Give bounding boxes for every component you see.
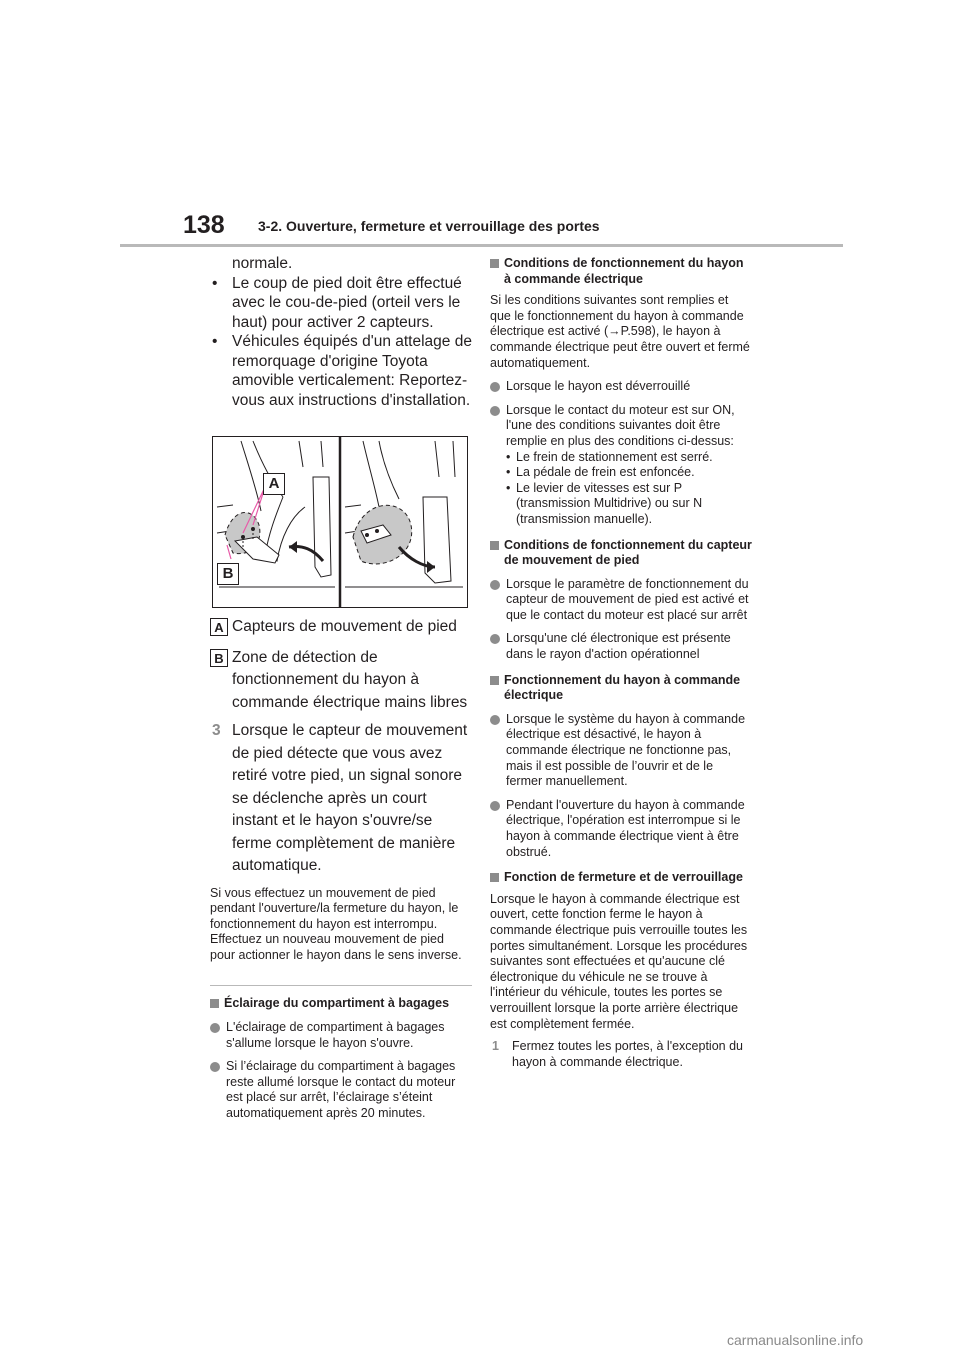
legend-key: A: [210, 618, 228, 636]
legend-key: B: [210, 649, 228, 667]
step-text: Lorsque le capteur de mouvement de pied détecte que vous avez retiré votre pied, un signal sonore se déclenche après un court instant et le hayon s'ouvre/se ferme complètement de manière automatique.: [232, 722, 468, 874]
section-square-icon: [490, 541, 499, 550]
section-heading-close-lock: [490, 870, 752, 886]
header-divider: [120, 244, 843, 247]
sub-item-text: Le frein de stationnement est serré.: [516, 449, 713, 464]
step-1: [490, 1038, 752, 1070]
step-number: 1: [492, 1039, 499, 1054]
figure-label-a: A: [263, 473, 285, 495]
page-number: 138: [183, 211, 225, 239]
list-item: [210, 332, 472, 410]
sub-item-text: La pédale de frein est enfoncée.: [516, 465, 695, 480]
list-item-text: Si l’éclairage du compartiment à bagages reste allumé lorsque le contact du moteur est placé sur arrêt, l’éclairage s’éteint automatiquement après 20 minutes.: [226, 1059, 456, 1121]
paragraph: Si les conditions suivantes sont remplies et que le fonctionnement du hayon à commande électrique est activé (→P.598), le hayon à commande électrique peut être ouvert et fermé automatiquement.: [490, 293, 750, 370]
sub-item: [506, 481, 752, 528]
list-item: [210, 1059, 472, 1121]
right-column: [490, 256, 752, 1070]
legend-text: Zone de détection de fonctionnement du hayon à commande électrique mains libres: [232, 648, 468, 711]
circle-bullet-icon: [490, 715, 500, 725]
list-item-text: Lorsque le paramètre de fonctionnement du capteur de mouvement de pied est activé et que le contact du moteur est placé sur arrêt: [506, 576, 749, 622]
list-item: [490, 712, 752, 790]
foot-sensor-drawing: [213, 437, 467, 607]
section-heading-lighting: [210, 996, 472, 1012]
circle-bullet-icon: [210, 1023, 220, 1033]
circle-bullet-icon: [490, 406, 500, 416]
circle-bullet-icon: [490, 801, 500, 811]
section-heading-text: Fonction de fermeture et de verrouillage: [504, 870, 743, 885]
left-column: [210, 254, 472, 1122]
section-square-icon: [490, 873, 499, 882]
bullet-symbol: •: [506, 449, 511, 464]
circle-bullet-icon: [490, 382, 500, 392]
figure-label-b: B: [217, 563, 239, 585]
legend-item-a: [210, 616, 472, 639]
bullet-text: Véhicules équipés d'un attelage de remorquage d'origine Toyota amovible verticalement: Reportez-vous aux instructions d'installation.: [232, 333, 472, 409]
list-item: [490, 798, 752, 860]
sub-item: [506, 450, 752, 466]
section-divider: [210, 985, 472, 986]
sub-item-text: Le levier de vitesses est sur P (transmission Multidrive) ou sur N (transmission manuelle).: [516, 480, 703, 526]
list-item: [490, 631, 752, 662]
section-square-icon: [490, 676, 499, 685]
list-item: [210, 274, 472, 333]
list-item-text: Lorsqu'une clé électronique est présente dans le rayon d'action opérationnel: [506, 631, 731, 662]
list-item-text: Pendant l'ouverture du hayon à commande électrique, l'opération est interrompue si le hayon à commande électrique vient à être obstrué.: [506, 797, 745, 859]
section-heading-operation: [490, 673, 752, 704]
watermark: carmanualsonline.info: [727, 1332, 864, 1348]
note-paragraph: Si vous effectuez un mouvement de pied pendant l'ouverture/la fermeture du hayon, le fonctionnement du hayon est interrompu. Effectuez un nouveau mouvement de pied pour actionner le hayon dans le sens inverse.: [210, 885, 462, 962]
circle-bullet-icon: [210, 1062, 220, 1072]
bullet-text: Le coup de pied doit être effectué avec le cou-de-pied (orteil vers le haut) pour activer 2 capteurs.: [232, 274, 462, 331]
circle-bullet-icon: [490, 580, 500, 590]
section-heading-text: Fonctionnement du hayon à commande électrique: [504, 672, 741, 703]
intro-continuation: normale.: [232, 255, 293, 272]
list-item-text: Lorsque le système du hayon à commande électrique est désactivé, le hayon à commande électrique ne fonctionne pas, mais il est possible de l’ouvrir et de le fermer manuellement.: [506, 711, 746, 789]
section-heading-conditions: [490, 256, 752, 287]
section-heading-text: Éclairage du compartiment à bagages: [224, 996, 450, 1011]
list-item-text: Lorsque le hayon est déverrouillé: [506, 379, 691, 394]
bullet-symbol: •: [506, 480, 511, 495]
list-item-text: Lorsque le contact du moteur est sur ON, l'une des conditions suivantes doit être remplie en plus des conditions ci-dessus:: [506, 402, 735, 448]
step-number: 3: [212, 722, 221, 739]
bullet-symbol: •: [212, 333, 218, 350]
section-square-icon: [210, 999, 219, 1008]
list-item-text: L'éclairage de compartiment à bagages s'allume lorsque le hayon s'ouvre.: [226, 1020, 445, 1050]
bullet-symbol: •: [212, 274, 218, 292]
list-item: [490, 403, 752, 528]
list-item: [490, 577, 752, 624]
legend-item-b: [210, 647, 472, 715]
legend-text: Capteurs de mouvement de pied: [232, 618, 457, 635]
list-item: [490, 379, 752, 395]
list-item: [210, 1020, 472, 1051]
section-header-title: 3-2. Ouverture, fermeture et verrouillage des portes: [258, 218, 600, 234]
circle-bullet-icon: [490, 634, 500, 644]
paragraph: Lorsque le hayon à commande électrique est ouvert, cette fonction ferme le hayon à commande électrique puis verrouille toutes les portes simultanément. Lorsque les procédures suivantes sont effectuées et qu'aucune clé électronique du véhicule ne se trouve à l'intérieur du véhicule, toutes les portes se verrouillent lorsque la porte arrière électrique est complètement fermée.: [490, 891, 748, 1031]
step-text: Fermez toutes les portes, à l'exception du hayon à commande électrique.: [512, 1039, 743, 1070]
section-heading-text: Conditions de fonctionnement du capteur de mouvement de pied: [504, 537, 752, 568]
sub-item: [506, 465, 752, 481]
bullet-symbol: •: [506, 465, 511, 480]
step-3: [210, 720, 472, 878]
section-heading-text: Conditions de fonctionnement du hayon à commande électrique: [504, 256, 744, 286]
section-square-icon: [490, 259, 499, 268]
section-heading-foot-sensor: [490, 538, 752, 569]
foot-sensor-illustration: [212, 436, 468, 608]
